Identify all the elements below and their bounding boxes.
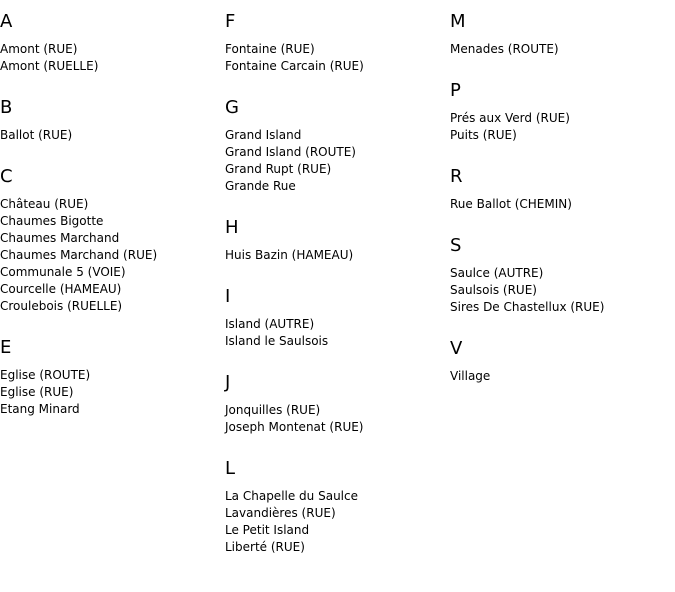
street-item: Lavandières (RUE) [225, 506, 336, 520]
street-item: Communale 5 (VOIE) [0, 265, 126, 279]
index-column [225, 0, 450, 567]
street-list [450, 265, 675, 316]
street-item: Eglise (ROUTE) [0, 368, 91, 382]
letter-heading: F [225, 11, 236, 32]
street-item: Saulsois (RUE) [450, 283, 537, 297]
street-item: Etang Minard [0, 402, 80, 416]
letter-group [450, 155, 675, 213]
street-item: Saulce (AUTRE) [450, 266, 544, 280]
street-item: Huis Bazin (HAMEAU) [225, 248, 354, 262]
street-item: Chaumes Marchand [0, 231, 120, 245]
letter-group [0, 0, 225, 75]
letter-group [225, 275, 450, 350]
letter-group [225, 361, 450, 436]
street-list [450, 110, 675, 144]
street-item: Fontaine Carcain (RUE) [225, 59, 364, 73]
street-item: Liberté (RUE) [225, 540, 305, 554]
letter-heading: R [450, 166, 463, 187]
letter-heading: L [225, 458, 236, 479]
letter-group [225, 206, 450, 264]
street-item: Ballot (RUE) [0, 128, 73, 142]
street-item: Croulebois (RUELLE) [0, 299, 123, 313]
letter-group [450, 224, 675, 316]
street-item: Sires De Chastellux (RUE) [450, 300, 605, 314]
street-list [0, 196, 225, 315]
letter-heading: G [225, 97, 239, 118]
street-item: Joseph Montenat (RUE) [225, 420, 364, 434]
street-list [450, 368, 675, 385]
street-list [225, 41, 450, 75]
letter-heading: M [450, 11, 466, 32]
letter-heading: E [0, 337, 12, 358]
street-item: Grande Rue [225, 179, 296, 193]
street-list [225, 127, 450, 195]
street-list [450, 41, 675, 58]
letter-heading: J [225, 372, 231, 393]
street-item: Courcelle (HAMEAU) [0, 282, 122, 296]
street-item: Chaumes Marchand (RUE) [0, 248, 158, 262]
street-item: Fontaine (RUE) [225, 42, 315, 56]
street-list [225, 402, 450, 436]
letter-group [225, 86, 450, 195]
letter-group [225, 447, 450, 556]
street-item: Island (AUTRE) [225, 317, 315, 331]
street-list [0, 367, 225, 418]
letter-heading: H [225, 217, 239, 238]
street-item: Amont (RUELLE) [0, 59, 99, 73]
letter-group [0, 326, 225, 418]
street-list [225, 247, 450, 264]
street-item: Jonquilles (RUE) [225, 403, 321, 417]
street-item: Village [450, 369, 491, 383]
street-item: Le Petit Island [225, 523, 310, 537]
street-item: Amont (RUE) [0, 42, 78, 56]
street-item: Rue Ballot (CHEMIN) [450, 197, 572, 211]
letter-heading: P [450, 80, 461, 101]
street-item: Puits (RUE) [450, 128, 517, 142]
street-list [450, 196, 675, 213]
street-item: La Chapelle du Saulce [225, 489, 358, 503]
street-list [0, 41, 225, 75]
street-item: Island le Saulsois [225, 334, 329, 348]
letter-heading: I [225, 286, 231, 307]
letter-heading: C [0, 166, 13, 187]
letter-heading: B [0, 97, 13, 118]
letter-group [0, 86, 225, 144]
letter-group [0, 155, 225, 315]
letter-group [225, 0, 450, 75]
street-item: Eglise (RUE) [0, 385, 74, 399]
street-item: Prés aux Verd (RUE) [450, 111, 570, 125]
index-column [450, 0, 675, 396]
street-item: Grand Rupt (RUE) [225, 162, 332, 176]
street-item: Grand Island [225, 128, 302, 142]
letter-group [450, 327, 675, 385]
index-column [0, 0, 225, 429]
letter-heading: A [0, 11, 13, 32]
letter-heading: S [450, 235, 462, 256]
street-item: Grand Island (ROUTE) [225, 145, 356, 159]
letter-group [450, 69, 675, 144]
street-item: Menades (ROUTE) [450, 42, 559, 56]
street-list [225, 488, 450, 556]
letter-group [450, 0, 675, 58]
street-list [0, 127, 225, 144]
street-item: Château (RUE) [0, 197, 89, 211]
street-list [225, 316, 450, 350]
letter-heading: V [450, 338, 463, 359]
street-item: Chaumes Bigotte [0, 214, 104, 228]
